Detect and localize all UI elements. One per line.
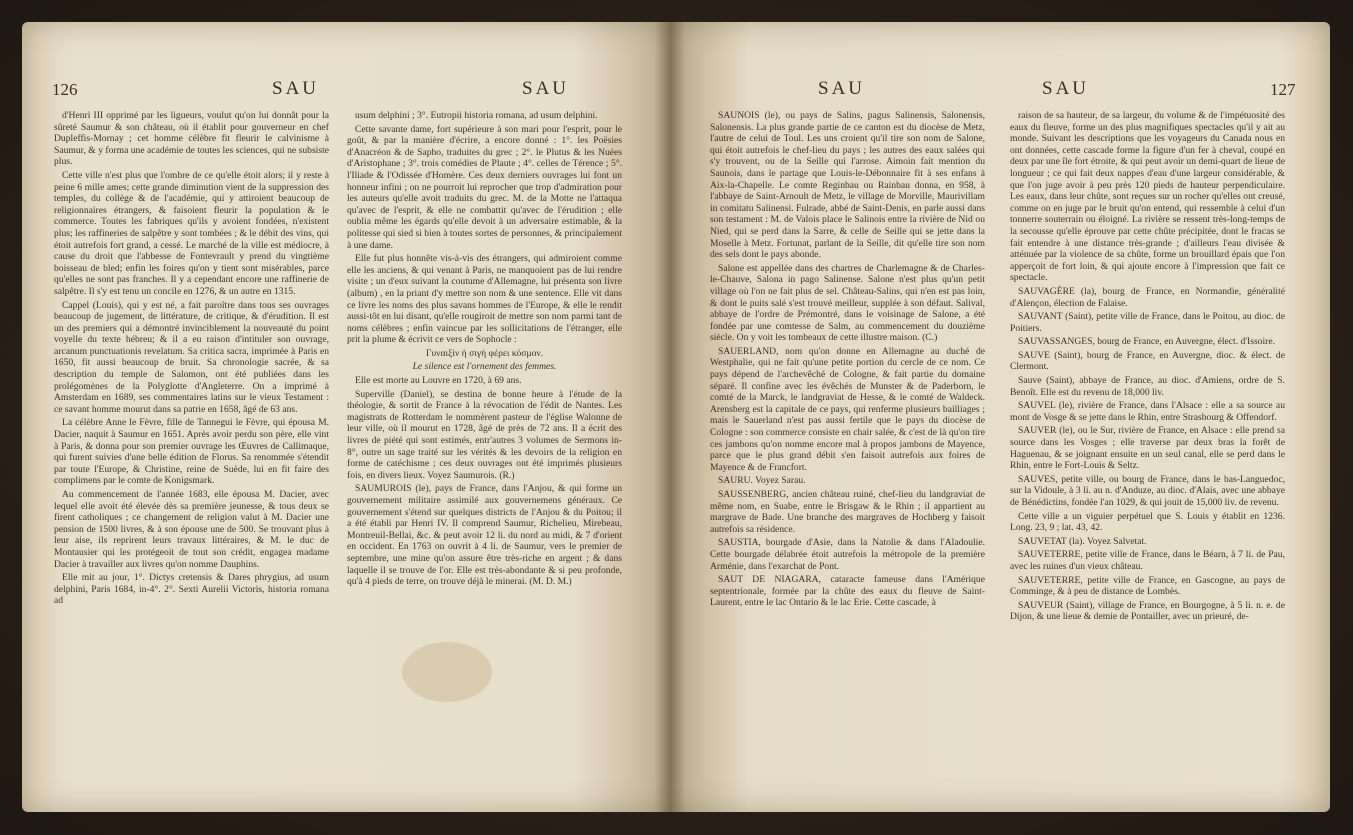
paragraph: SAUVER (le), ou le Sur, rivière de France, en Alsace : elle prend sa source dans les Vosges ; elle traverse par deux bras la forêt de Haguenau, & se joignant ensuite en un seul canal, elle se perd dans le Rhin, entre le Fort-Louis & Seltz. (1010, 425, 1285, 472)
paragraph: Au commencement de l'année 1683, elle épousa M. Dacier, avec lequel elle avoit été élevée dès sa première jeunesse, & tous deux se firent catholiques ; ce changement de religion valut à M. Dacier une pension de 1500 livres, & à son épouse une de 500. Se trouvant plus à leur aise, ils reprirent leurs travaux littéraires, & M. le duc de Montausier qui les protégeoit de tout son crédit, engagea madame Dacier à travailler aux livres qu'on nomme Dauphins. (54, 489, 329, 570)
right-column-1 (710, 110, 985, 800)
left-column-2 (347, 110, 622, 800)
greek-verse: Γυναιξὶν ἡ σιγὴ φέρει κόσμον. (425, 347, 544, 359)
paragraph: SAUNOIS (le), ou pays de Salins, pagus Salinensis, Salonensis, Salonensis. La plus grande partie de ce canton est du diocèse de Metz, l'autre de celui de Toul. Les uns croient qu'il tire son nom de Salone, qui étoit autrefois le chef-lieu du pays ; les autres des eaux salées qui s'y trouvent, ou de la Seille qui l'arrose. Aimoin fait mention du Saunois, dans le partage que Louis-le-Débonnaire fit à ses enfans à Aix-la-Chapelle. Le comte Reginbau ou Rainbau donna, en 958, à l'abbaye de Saint-Arnoult de Metz, le village de Morville, Maurivillam in comitatu Salinensi. Fulrade, abbé de Saint-Denis, en parle aussi dans son testament : M. de Valois place le Salinois entre la rivière de Nid ou Nied, qui se perd dans la Sarre, & celle de Seille qui se jette dans la Moselle à Metz. Fortunat, parlant de la Seille, dit qu'elle tire son nom des sels dont le pays abonde. (710, 110, 985, 261)
page-number-right: 127 (1270, 80, 1296, 99)
paragraph: SAUT DE NIAGARA, cataracte fameuse dans l'Amérique septentrionale, formée par la chûte des eaux du fleuve de Saint-Laurent, entre le lac Ontario & le lac Erie. Cette cascade, à (710, 574, 985, 609)
paragraph: SAUVES, petite ville, ou bourg de France, dans le bas-Languedoc, sur la Vidoule, à 3 li. au n. d'Anduze, au dioc. d'Alais, avec une abbaye de Bénédictins, fondée l'an 1029, & qui jouit de 15,000 liv. de revenu. (1010, 473, 1285, 508)
paragraph: Superville (Daniel), se destina de bonne heure à l'étude de la théologie, & sortit de France à la révocation de l'édit de Nantes. Les magistrats de Rotterdam le nommèrent pasteur de l'église Walonne de leur ville, où il mourut en 1728, âgé de près de 72 ans. Il a écrit des livres de piété qui sont estimés, entr'autres 3 volumes de Sermons in-8°, outre un sage traité sur les vérités & les devoirs de la religion en forme de catéchisme ; ces deux ouvrages ont été imprimés plusieurs fois, en divers lieux. Voyez Saumurois. (R.) (347, 388, 622, 481)
running-head-left-1: SAU (272, 78, 320, 99)
page-number-left: 126 (52, 80, 78, 99)
paragraph: SAUVETERRE, petite ville de France, en Gascogne, au pays de Comminge, & à peu de distance de Lombès. (1010, 574, 1285, 598)
paragraph: SAUVEL (le), rivière de France, dans l'Alsace : elle a sa source au mont de Vosge & se jette dans le Rhin, entre Strasbourg & Offendorf. (1010, 400, 1285, 423)
left-column-1 (54, 110, 329, 800)
running-head-right-2: SAU (1042, 78, 1090, 99)
paragraph: SAUSSENBERG, ancien château ruiné, chef-lieu du landgraviat de même nom, en Suabe, entre le Brisgaw & le Rhin ; il appartient au margrave de Bade. Une branche des margraves de Hochberg y faisoit autrefois sa résidence. (710, 489, 985, 535)
paragraph: La célèbre Anne le Fèvre, fille de Tannegui le Fèvre, qui épousa M. Dacier, naquit à Saumur en 1651. Après avoir perdu son père, elle vint à Paris, & donna pour son premier ouvrage les Œuvres de Callimaque, qui furent suivies d'une belle édition de Florus. Sa renommée s'étendit par toute l'Europe, & Christine, reine de Suède, lui en fit faire des complimens par le comte de Konigsmark. (54, 417, 329, 487)
paragraph: SAUSTIA, bourgade d'Asie, dans la Natolie & dans l'Aladoulie. Cette bourgade délabrée étoit autrefois la métropole de la première Arménie, dans l'exarchat de Pont. (710, 537, 985, 572)
right-column-2 (1010, 110, 1285, 800)
verse-translation: Le silence est l'ornement des femmes. (412, 361, 557, 373)
paragraph: SAUVAGÈRE (la), bourg de France, en Normandie, généralité d'Alençon, élection de Falaise. (1010, 285, 1285, 309)
paragraph: Cette ville n'est plus que l'ombre de ce qu'elle étoit alors; il y reste à peine 6 mille ames; cette grande diminution vient de la suppression des temples, du collège & de l'académie, qui y attiroient beaucoup de religionnaires étrangers, & faisoient fleurir la population & le commerce. Toutes les fabriques qu'ils y avoient fondées, n'existent plus; les raffineries de salpêtre y sont tombées ; & le débit des vins, qui étoit autrefois fort grand, a cessé. Le marché de la ville est médiocre, à cause du droit que l'abbesse de Fontevrault y prend du vingtième boisseau de bled; enfin les foires qu'on y tient sont misérables, parce qu'elles ne sont pas franches. Il y a cependant encore une raffinerie de salpêtre. Il s'y est tenu un concile en 1276, & un autre en 1315. (54, 169, 329, 297)
paragraph: SAURU. Voyez Sarau. (718, 475, 806, 487)
paragraph: usum delphini ; 3°. Eutropii historia romana, ad usum delphini. (355, 110, 598, 121)
running-head-left-2: SAU (522, 78, 570, 99)
paragraph: Elle fut plus honnête vis-à-vis des étrangers, qui admiroient comme elle les anciens, & qui venant à Paris, ne manquoient pas de lui rendre visite ; un d'eux suivant la coutume d'Allemagne, lui présenta son livre (album) , en la priant d'y mettre son nom & une sentence. Elle vit dans ce livre les noms des plus savans hommes de l'Europe, & elle le rendit aussi-tôt en lui disant, qu'elle rougiroit de mettre son nom parmi tant de noms célèbres ; enfin vaincue par les sollicitations de l'étranger, elle prit la plume & écrivit ce vers de Sophocle : (347, 253, 622, 346)
paragraph: Elle mit au jour, 1°. Dictys cretensis & Dares phrygius, ad usum delphini, Paris 1684, in-4°. 2°. Sexti Aurelii Victoris, historia romana ad (54, 572, 329, 607)
paragraph: SAUVEUR (Saint), village de France, en Bourgogne, à 5 li. n. e. de Dijon, & une lieue & demie de Pontailler, avec un prieuré, de- (1010, 599, 1285, 623)
paragraph: Cappel (Louis), qui y est né, a fait paroître dans tous ses ouvrages beaucoup de jugement, de littérature, de critique, & d'érudition. Il est un des premiers qui a démontré invinciblement la nouveauté du point voyelle du texte hébreu; & il a eu raison d'intituler son ouvrage, arcanum punctuationis revelatum. Sa critica sacra, imprimée à Paris en 1650, fit aussi beaucoup de bruit. Sa chronologie sacrée, & sa description du temple de Salomon, ont été publiées dans les prolégomènes de la Polyglotte d'Angleterre. On a imprimé à Amsterdam en 1689, ses commentaires latins sur le vieux Testament : ce savant homme mourut dans sa patrie en 1658, âgé de 63 ans. (54, 299, 329, 415)
left-page (22, 22, 670, 812)
paragraph: raison de sa hauteur, de sa largeur, du volume & de l'impétuosité des eaux du fleuve, forme un des plus magnifiques spectacles qu'il y ait au monde. Suivant les descriptions que les voyageurs du Canada nous en ont données, cette cascade forme la figure d'un fer à cheval, coupé en deux par une île fort étroite, & qui peut avoir un demi-quart de lieue de longueur ; ce qui fait deux nappes d'eau d'une largeur considérable, & que l'on juge avoir à peu près 120 pieds de hauteur perpendiculaire. Les eaux, dans leur chûte, sont reçues sur un rocher qu'elles ont creusé, comme on en juge par le bruit qu'on entend, qui ressemble à celui d'un tonnerre souterrain ou éloigné. La rivière se ressent très-long-temps de la secousse qu'elle éprouve par cette chûte précipitée, dont le fracas se fait entendre à une distance très-grande ; d'ailleurs l'eau divisée & atténuée par la violence de sa chûte, forme un brouillard épais que l'on apperçoit de fort loin, & qui ajoute encore à l'impression que fait ce spectacle. (1010, 110, 1285, 284)
paragraph: Salone est appellée dans des chartres de Charlemagne & de Charles-le-Chauve, Salona in pago Salinense. Salone n'est plus qu'un petit village où l'on ne fait plus de sel. Château-Salins, qui n'en est pas loin, & dont le puits salé s'est trouvé meilleur, supplée à son défaut. Salival, abbaye de l'ordre de Prémontré, dans le voisinage de Salone, a été fondée par une comtesse de Salm, au commencement du douzième siècle. On y voit les tombeaux de cette illustre maison. (C.) (710, 262, 985, 344)
paragraph: SAUVE (Saint), bourg de France, en Auvergne, dioc. & élect. de Clermont. (1010, 349, 1285, 373)
paragraph: Cette ville a un viguier perpétuel que S. Louis y établit en 1236. Long. 23, 9 ; lat. 43, 42. (1010, 510, 1285, 534)
paragraph: SAUVETAT (la). Voyez Salvetat. (1018, 535, 1147, 547)
paragraph: SAUMUROIS (le), pays de France, dans l'Anjou, & qui forme un gouvernement militaire assimilé aux gouvernemens généraux. Ce gouvernement s'étend sur quelques districts de l'Anjou & du Poitou; il a été établi par Henri IV. Il comprend Saumur, Richelieu, Mirebeau, Montreuil-Bellai, &c. & peut avoir 12 li. du nord au midi, & 7 d'orient en occident. En 1763 on ouvrit à 4 li. de Saumur, vers le premier de septembre, une mine qu'on assure être très-riche en argent ; & dans laquelle il se trouve de l'or. Elle est très-abondante & si peu profonde, qu'à 4 pieds de terre, on trouve déjà le minerai. (M. D. M.) (347, 483, 622, 588)
paragraph: SAUVETERRE, petite ville de France, dans le Béarn, à 7 li. de Pau, avec les ruines d'un vieux château. (1010, 549, 1285, 572)
paragraph: SAUVANT (Saint), petite ville de France, dans le Poitou, au dioc. de Poitiers. (1010, 311, 1285, 334)
paragraph: SAUERLAND, nom qu'on donne en Allemagne au duché de Westphalie, qui ne fait qu'une petite portion du cercle de ce nom. Ce pays dépend de l'archevêché de Cologne, & fait partie du domaine séparé. Il confine avec les évêchés de Munster & de Paderborn, le comté de la Marck, le landgraviat de Hesse, & le comté de Waldeck. Arensberg est la capitale de ce pays, qui renferme plusieurs bailliages ; mais le Sauerland n'est pas aussi fertile que le pays du diocèse de Cologne : son commerce consiste en chair salée, & c'est de là qu'on tire ces jambons qu'on nomme encore mal à propos jambons de Mayence, parce que le plus grand débit s'en faisoit autrefois aux foires de Mayence & de Francfort. (710, 345, 985, 473)
paragraph: d'Henri III opprimé par les ligueurs, voulut qu'on lui donnât pour la sûreté Saumur & son château, où il établit pour gouverneur en chef Dupleffis-Mornay ; cet homme célèbre fit fleurir le calvinisme à Saumur, & y forma une académie de toutes les sciences, qui ne subsiste plus. (54, 110, 329, 168)
running-head-right-1: SAU (818, 78, 866, 99)
paragraph: Sauve (Saint), abbaye de France, au dioc. d'Amiens, ordre de S. Benoît. Elle est du revenu de 18,000 liv. (1010, 375, 1285, 398)
paragraph: Elle est morte au Louvre en 1720, à 69 ans. (355, 375, 522, 387)
paragraph: SAUVASSANGES, bourg de France, en Auvergne, élect. d'Issoire. (1018, 336, 1275, 348)
paragraph: Cette savante dame, fort supérieure à son mari pour l'esprit, pour le goût, & par la manière d'écrire, a encore donné : 1°. les Poësies d'Anacréon & de Sapho, traduites du grec ; 2°. le Plutus & les Nuées d'Aristophane ; 3°. trois comédies de Plaute ; 4°. celles de Térence ; 5°. l'Iliade & l'Odissée d'Homère. Ces deux derniers ouvrages lui font un honneur infini ; on ne pourroit lui reprocher que trop d'admiration pour les auteurs qu'elle avoit traduits du grec. M. de la Motte ne l'attaqua qu'avec de l'esprit, & elle ne combattit qu'avec de l'érudition ; elle oublia même les égards qu'elle devoit à un adversaire estimable, & la politesse qui sied si bien à toutes sortes de personnes, & principalement à une dame. (347, 123, 622, 251)
right-page (670, 22, 1330, 812)
